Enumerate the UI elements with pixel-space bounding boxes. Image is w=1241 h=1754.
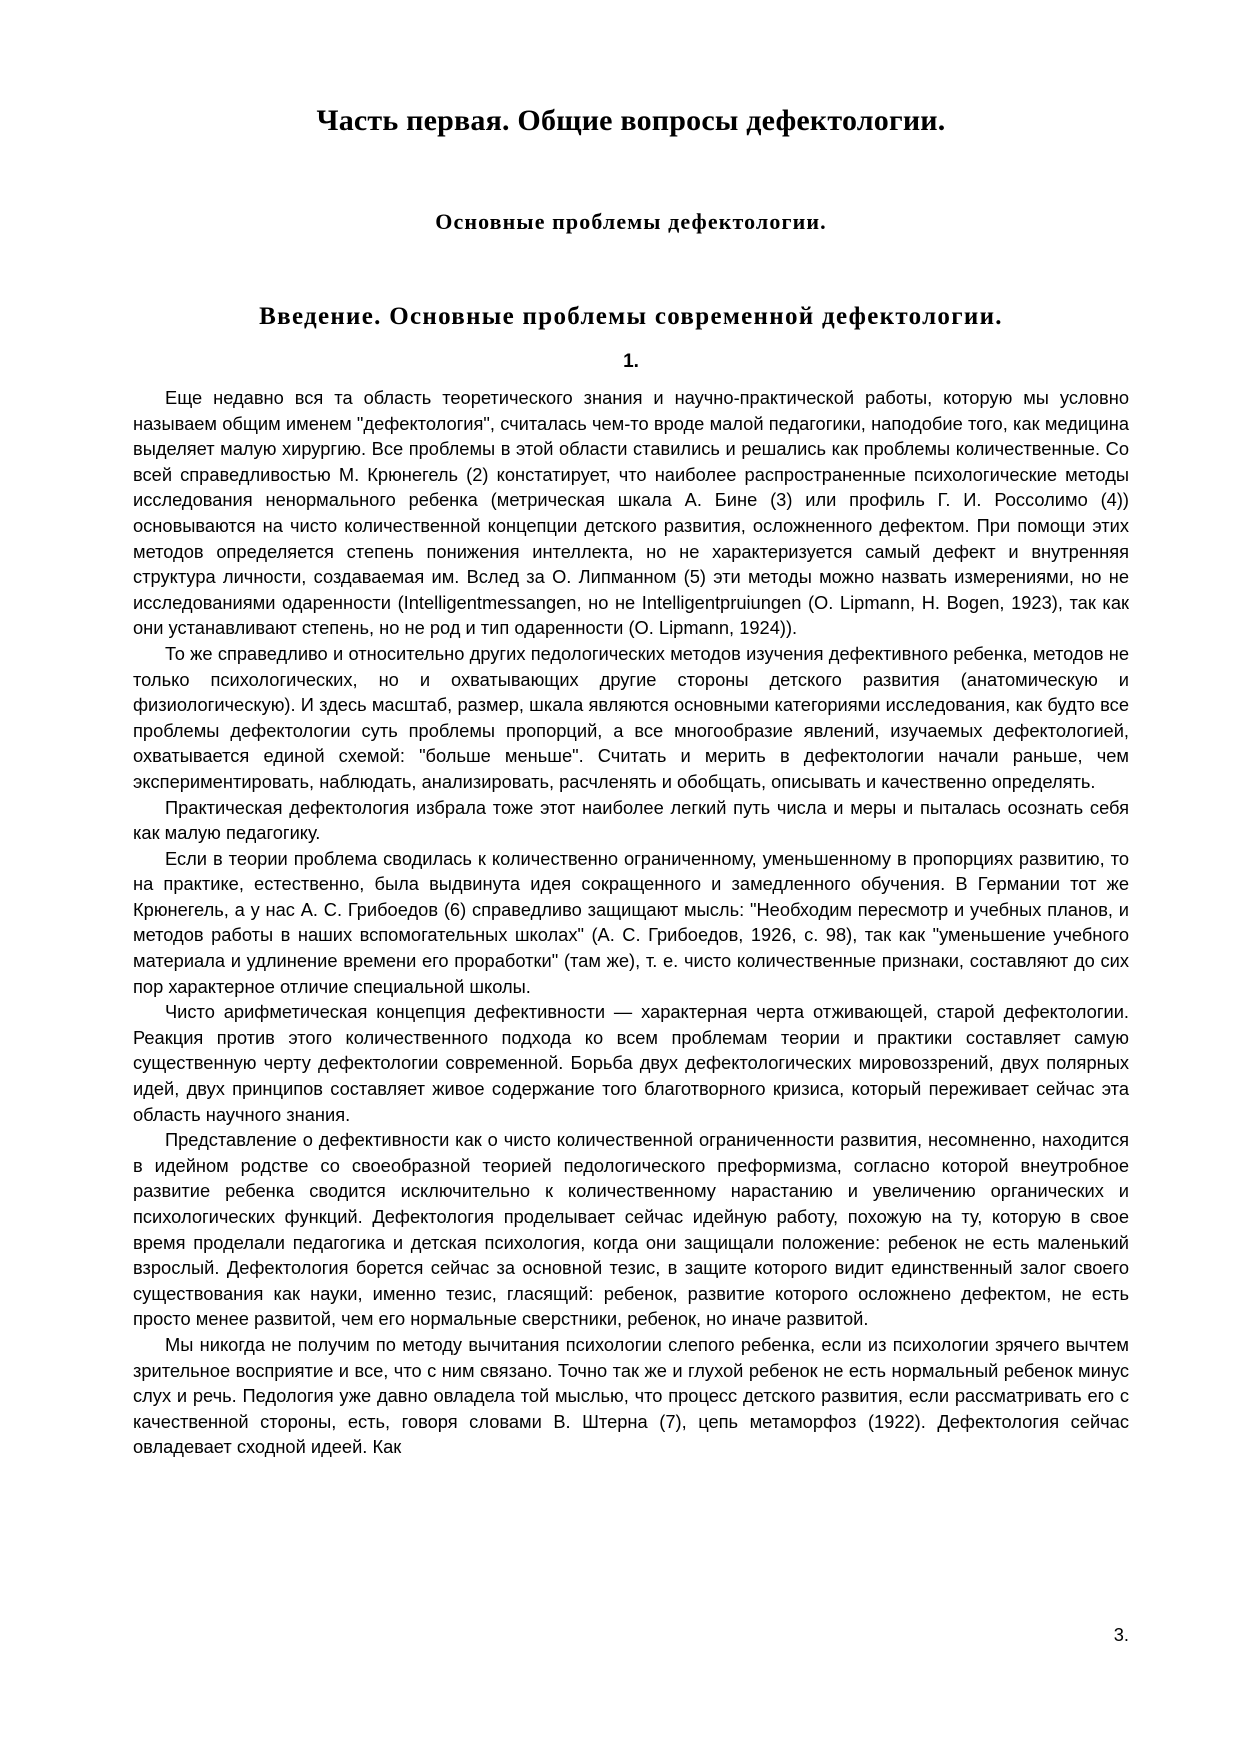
paragraph: Еще недавно вся та область теоретического знания и научно-практической работы, которую мы условно называем общим именем "дефектология", считалась чем-то вроде малой педагогики, наподобие того, как медицина выделяет малую хирургию. Все проблемы в этой области ставились и решались как проблемы количественные. Со всей справедливостью М. Крюнегель (2) констатирует, что наиболее распространенные психологические методы исследования ненормального ребенка (метрическая шкала А. Бине (3) или профиль Г. И. Россолимо (4)) основываются на чисто количественной концепции детского развития, осложненного дефектом. При помощи этих методов определяется степень понижения интеллекта, но не характеризуется самый дефект и внутренняя структура личности, создаваемая им. Вслед за О. Липманном (5) эти методы можно назвать измерениями, но не исследованиями одаренности (Intelligentmessangen, но не Intelligentpruiungen (O. Lipmann, H. Bogen, 1923), так как они устанавливают степень, но не род и тип одаренности (O. Lipmann, 1924)). (133, 387, 1129, 639)
paragraph: Практическая дефектология избрала тоже этот наиболее легкий путь числа и меры и пыталась осознать себя как малую педагогику. (133, 796, 1129, 844)
introduction-title: Введение. Основные проблемы современной дефектологии. (259, 303, 1003, 330)
section-title: Основные проблемы дефектологии. (435, 209, 827, 234)
paragraph: Мы никогда не получим по методу вычитания психологии слепого ребенка, если из психологии зрячего вычтем зрительное восприятие и все, что с ним связано. Точно так же и глухой ребенок не есть нормальный ребенок минус слух и речь. Педология уже давно овладела той мыслью, что процесс детского развития, если рассматривать его с качественной стороны, есть, говоря словами В. Штерна (7), цепь метаморфоз (1922). Дефектология сейчас овладевает сходной идеей. Как (133, 1333, 1129, 1458)
page-number: 3. (1113, 1624, 1129, 1645)
paragraph: Представление о дефективности как о чисто количественной ограниченности развития, несомненно, находится в идейном родстве со своеобразной теорией педологического преформизма, согласно которой внеутробное развитие ребенка сводится исключительно к количественному нарастанию и увеличению органических и психологических функций. Дефектология проделывает сейчас идейную работу, похожую на ту, которую в свое время проделали педагогика и детская психология, когда они защищали положение: ребенок не есть маленький взрослый. Дефектология борется сейчас за основной тезис, в защите которого видит единственный залог своего существования как науки, именно тезис, гласящий: ребенок, развитие которого осложнено дефектом, не есть просто менее развитой, чем его нормальные сверстники, ребенок, но иначе развитой. (133, 1129, 1129, 1330)
paragraph: То же справедливо и относительно других педологических методов изучения дефективного ребенка, методов не только психологических, но и охватывающих другие стороны детского развития (анатомическую и физиологическую). И здесь масштаб, размер, шкала являются основными категориями исследования, как будто все проблемы дефектологии суть проблемы пропорций, а все многообразие явлений, изучаемых дефектологией, охватывается единой схемой: "больше меньше". Считать и мерить в дефектологии начали раньше, чем экспериментировать, наблюдать, анализировать, расчленять и обобщать, описывать и качественно определять. (133, 642, 1129, 792)
body-text (133, 385, 1129, 1460)
subsection-number: 1. (623, 351, 639, 372)
page-title: Часть первая. Общие вопросы дефектологии. (316, 104, 946, 137)
paragraph: Чисто арифметическая концепция дефективности — характерная черта отживающей, старой дефектологии. Реакция против этого количественного подхода ко всем проблемам теории и практики составляет самую существенную черту дефектологии современной. Борьба двух дефектологических мировоззрений, двух полярных идей, двух принципов составляет живое содержание того благотворного кризиса, который переживает сейчас эта область научного знания. (133, 1001, 1129, 1125)
paragraph: Если в теории проблема сводилась к количественно ограниченному, уменьшенному в пропорциях развитию, то на практике, естественно, была выдвинута идея сокращенного и замедленного обучения. В Германии тот же Крюнегель, а у нас А. С. Грибоедов (6) справедливо защищают мысль: "Необходим пересмотр и учебных планов, и методов работы в наших вспомогательных школах" (А. С. Грибоедов, 1926, с. 98), так как "уменьшение учебного материала и удлинение времени его проработки" (там же), т. е. чисто количественные признаки, составляют до сих пор характерное отличие специальной школы. (133, 847, 1129, 997)
